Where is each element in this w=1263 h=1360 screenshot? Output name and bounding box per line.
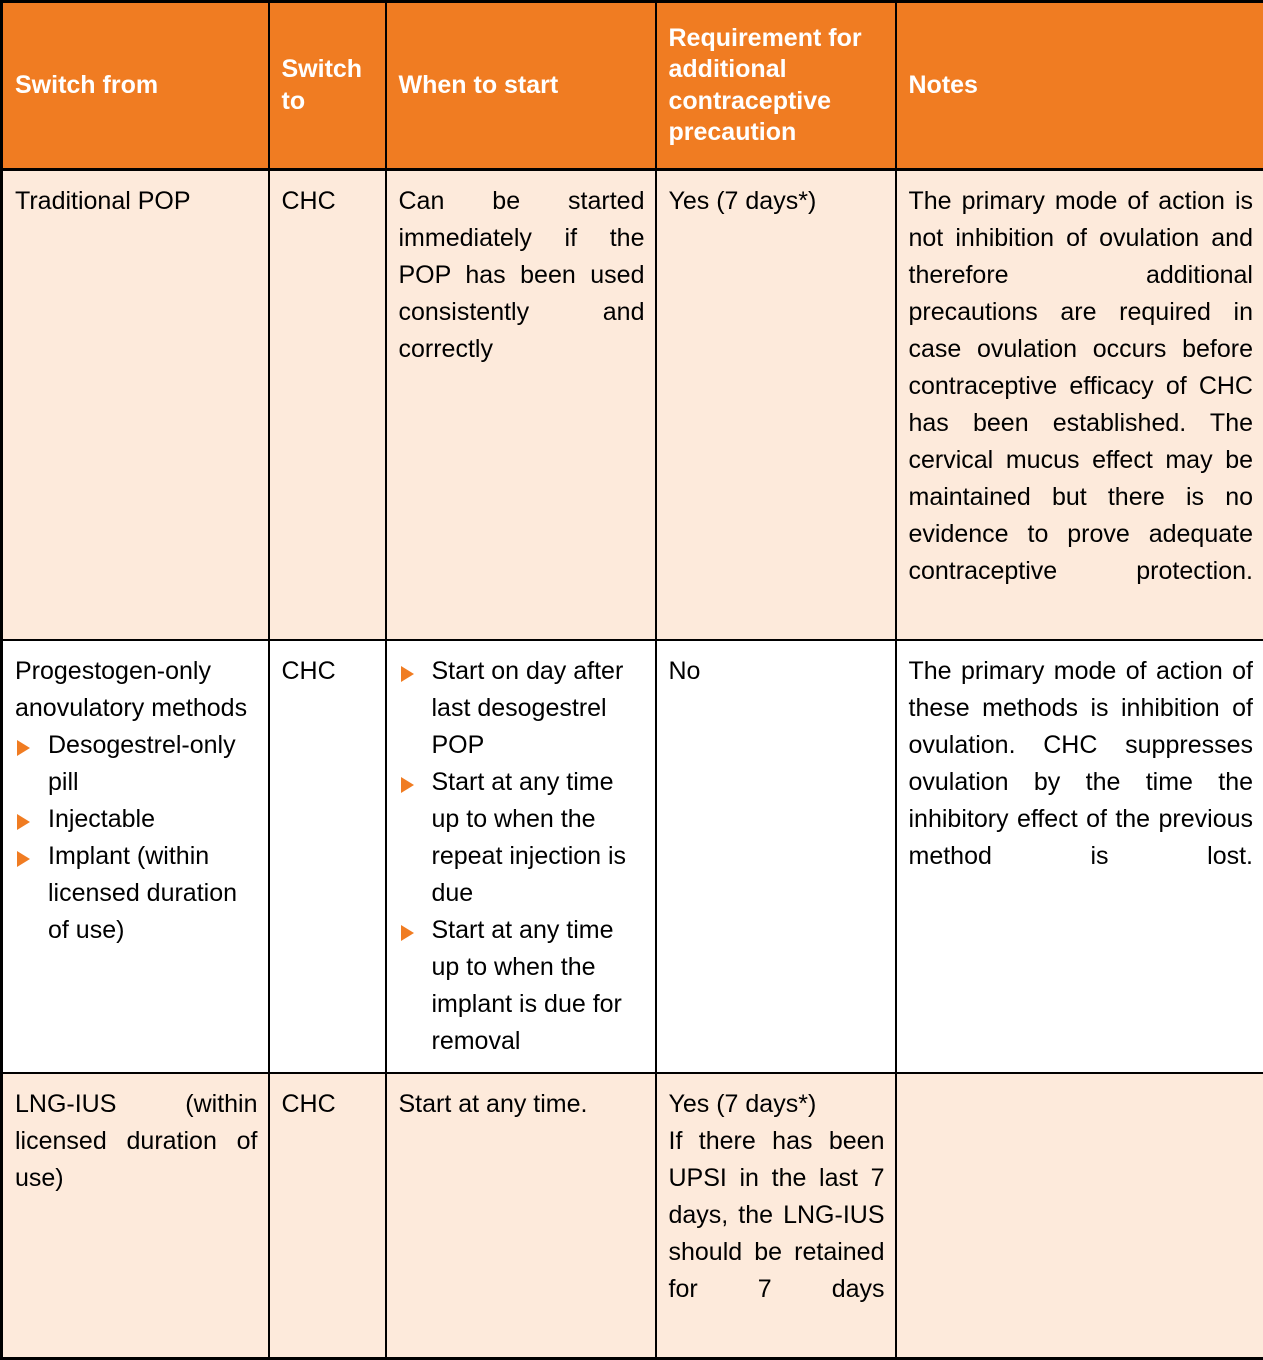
cell-when-to-start xyxy=(386,1073,656,1359)
requirement-detail: If there has been UPSI in the last 7 days, the LNG-IUS should be retained for 7 days xyxy=(669,1123,885,1345)
cell-switch-to xyxy=(269,170,386,641)
switch-from-bullet-list xyxy=(15,727,258,949)
notes-text: The primary mode of action is not inhibition of ovulation and therefore additional precautions are required in case ovulation occurs before contraceptive efficacy of CHC has been established. The cervical mucus effect may be maintained but there is no evidence to prove adequate contraceptive protection. xyxy=(909,183,1254,627)
requirement-first-line: No xyxy=(669,653,885,690)
table-row xyxy=(2,170,1263,641)
list-item xyxy=(15,727,258,801)
when-to-start-text: Can be started immediately if the POP has been used consistently and correctly xyxy=(399,183,645,405)
header-row xyxy=(2,2,1263,170)
notes-text: The primary mode of action of these methods is inhibition of ovulation. CHC suppresses ovulation by the time the inhibitory effect of the previous method is lost. xyxy=(909,653,1254,912)
list-item xyxy=(399,912,645,1060)
triangle-bullet-icon xyxy=(17,814,30,830)
cell-notes xyxy=(896,1073,1263,1359)
requirement-detail xyxy=(669,220,885,257)
table-body xyxy=(2,170,1263,1359)
cell-switch-from xyxy=(2,640,269,1073)
list-item xyxy=(399,764,645,912)
switch-from-text: Traditional POP xyxy=(15,183,258,220)
cell-switch-from xyxy=(2,170,269,641)
column-header-notes: Notes xyxy=(896,2,1263,170)
cell-when-to-start xyxy=(386,640,656,1073)
cell-notes xyxy=(896,640,1263,1073)
cell-requirement xyxy=(656,640,896,1073)
switch-to-text: CHC xyxy=(282,653,375,690)
triangle-bullet-icon xyxy=(17,740,30,756)
column-header-switch-from: Switch from xyxy=(2,2,269,170)
cell-switch-to xyxy=(269,1073,386,1359)
list-item-label: Injectable xyxy=(48,805,155,833)
list-item xyxy=(399,653,645,764)
triangle-bullet-icon xyxy=(401,777,414,793)
list-item-label: Start at any time up to when the implant is due for removal xyxy=(432,916,622,1055)
switch-to-text: CHC xyxy=(282,183,375,220)
triangle-bullet-icon xyxy=(401,925,414,941)
list-item-label: Start on day after last desogestrel POP xyxy=(432,657,624,759)
requirement-first-line: Yes (7 days*) xyxy=(669,1086,885,1123)
table-header xyxy=(2,2,1263,170)
switch-to-text: CHC xyxy=(282,1086,375,1123)
when-to-start-bullet-list xyxy=(399,653,645,1060)
column-header-requirement: Requirement for additional contraceptive precaution xyxy=(656,2,896,170)
table-row xyxy=(2,640,1263,1073)
cell-when-to-start xyxy=(386,170,656,641)
triangle-bullet-icon xyxy=(401,666,414,682)
column-header-switch-to: Switch to xyxy=(269,2,386,170)
cell-switch-to xyxy=(269,640,386,1073)
triangle-bullet-icon xyxy=(17,851,30,867)
notes-text xyxy=(909,1086,1254,1123)
switch-from-text: LNG-IUS (within licensed duration of use) xyxy=(15,1086,258,1234)
requirement-detail xyxy=(669,690,885,727)
list-item-label: Desogestrel-only pill xyxy=(48,731,236,796)
requirement-first-line: Yes (7 days*) xyxy=(669,183,885,220)
cell-switch-from xyxy=(2,1073,269,1359)
cell-requirement xyxy=(656,1073,896,1359)
list-item xyxy=(15,801,258,838)
cell-requirement xyxy=(656,170,896,641)
list-item xyxy=(15,838,258,949)
table-row xyxy=(2,1073,1263,1359)
when-to-start-text: Start at any time. xyxy=(399,1086,645,1123)
switch-from-text: Progestogen-only anovulatory methods xyxy=(15,653,258,727)
list-item-label: Start at any time up to when the repeat injection is due xyxy=(432,768,627,907)
cell-notes xyxy=(896,170,1263,641)
list-item-label: Implant (within licensed duration of use) xyxy=(48,842,237,944)
column-header-when-to-start: When to start xyxy=(386,2,656,170)
